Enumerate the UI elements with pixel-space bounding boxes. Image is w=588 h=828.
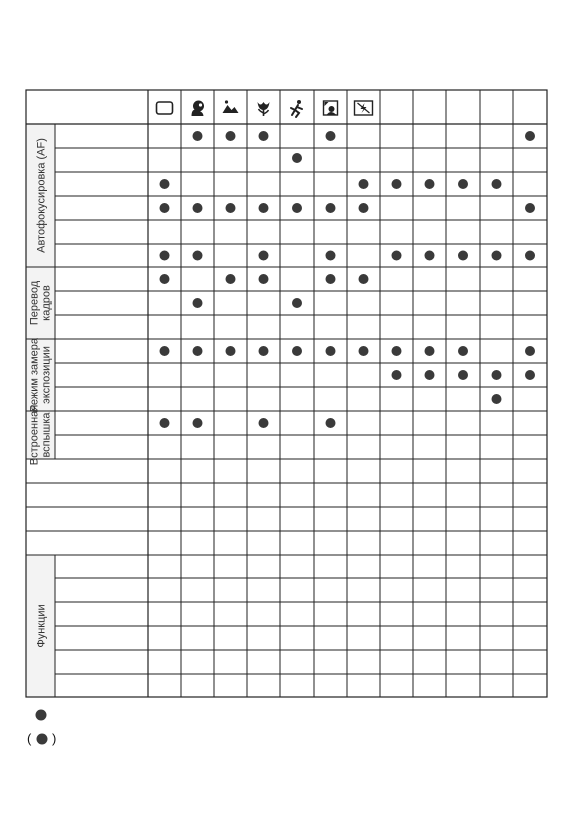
flash-off-icon xyxy=(355,101,373,115)
dot-marker xyxy=(458,346,468,356)
dot-marker xyxy=(359,179,369,189)
dot-marker xyxy=(259,274,269,284)
dot-marker xyxy=(392,370,402,380)
legend-dot xyxy=(36,710,47,721)
portrait-icon xyxy=(192,101,205,117)
dot-marker xyxy=(425,346,435,356)
group-label-text: вспышка xyxy=(40,412,53,458)
dot-marker xyxy=(259,418,269,428)
legend-open-paren: ( xyxy=(27,731,32,746)
dot-marker xyxy=(392,251,402,261)
dot-marker xyxy=(326,131,336,141)
dot-marker xyxy=(326,203,336,213)
dot-marker xyxy=(292,203,302,213)
dot-marker xyxy=(458,370,468,380)
legend-optional xyxy=(27,731,31,746)
dot-marker xyxy=(425,370,435,380)
landscape-icon xyxy=(223,100,239,113)
dot-marker xyxy=(359,203,369,213)
dot-marker xyxy=(326,418,336,428)
dot-marker xyxy=(392,346,402,356)
dot-marker xyxy=(359,274,369,284)
dot-marker xyxy=(193,251,203,261)
dot-marker xyxy=(259,251,269,261)
group-label-text: кадров xyxy=(40,285,53,321)
dot-marker xyxy=(492,394,502,404)
dot-marker xyxy=(525,131,535,141)
group-label-text: экспозиции xyxy=(40,346,53,404)
dot-marker xyxy=(160,274,170,284)
group-label-3 xyxy=(29,405,53,465)
legend-close-paren: ) xyxy=(52,731,57,746)
group-label-text: Функции xyxy=(35,604,48,648)
dot-marker xyxy=(458,179,468,189)
group-label-text: Встроенная xyxy=(28,404,41,466)
dot-marker xyxy=(193,418,203,428)
group-label-text: Перевод xyxy=(28,280,41,326)
dot-marker xyxy=(425,251,435,261)
dot-marker xyxy=(193,131,203,141)
dot-marker xyxy=(492,370,502,380)
dot-marker xyxy=(160,203,170,213)
dot-marker xyxy=(226,203,236,213)
dot-marker xyxy=(425,179,435,189)
dot-marker xyxy=(458,251,468,261)
dot-marker xyxy=(259,131,269,141)
dot-marker xyxy=(160,346,170,356)
group-label-0 xyxy=(36,138,48,253)
dot-marker xyxy=(326,274,336,284)
dot-marker xyxy=(259,203,269,213)
dot-marker xyxy=(292,298,302,308)
dot-marker xyxy=(160,251,170,261)
dot-marker xyxy=(326,251,336,261)
dot-marker xyxy=(359,346,369,356)
dot-marker xyxy=(525,203,535,213)
dot-marker xyxy=(160,418,170,428)
night-portrait-icon xyxy=(324,101,338,115)
dot-marker xyxy=(160,179,170,189)
dot-marker xyxy=(226,346,236,356)
dot-marker xyxy=(193,298,203,308)
sports-icon xyxy=(291,100,302,117)
dot-marker xyxy=(292,346,302,356)
group-label-1 xyxy=(29,280,53,325)
table-border xyxy=(26,90,547,697)
dot-marker xyxy=(326,346,336,356)
group-label-2 xyxy=(29,337,53,412)
dot-marker xyxy=(259,346,269,356)
dot-marker xyxy=(226,274,236,284)
dot-marker xyxy=(193,346,203,356)
group-label-text: Режим замера xyxy=(28,337,41,413)
dot-marker xyxy=(525,346,535,356)
dot-marker xyxy=(492,251,502,261)
legend-dot-optional xyxy=(37,734,48,745)
dot-marker xyxy=(226,131,236,141)
dot-marker xyxy=(525,370,535,380)
dot-marker xyxy=(292,153,302,163)
dot-marker xyxy=(492,179,502,189)
group-label-4 xyxy=(36,604,48,647)
group-label-text: Автофокусировка (AF) xyxy=(35,138,48,253)
dot-marker xyxy=(193,203,203,213)
dot-marker xyxy=(525,251,535,261)
close-up-icon xyxy=(258,102,270,116)
full-auto-icon xyxy=(157,102,173,114)
legend-optional-close xyxy=(52,731,56,746)
dot-marker xyxy=(392,179,402,189)
